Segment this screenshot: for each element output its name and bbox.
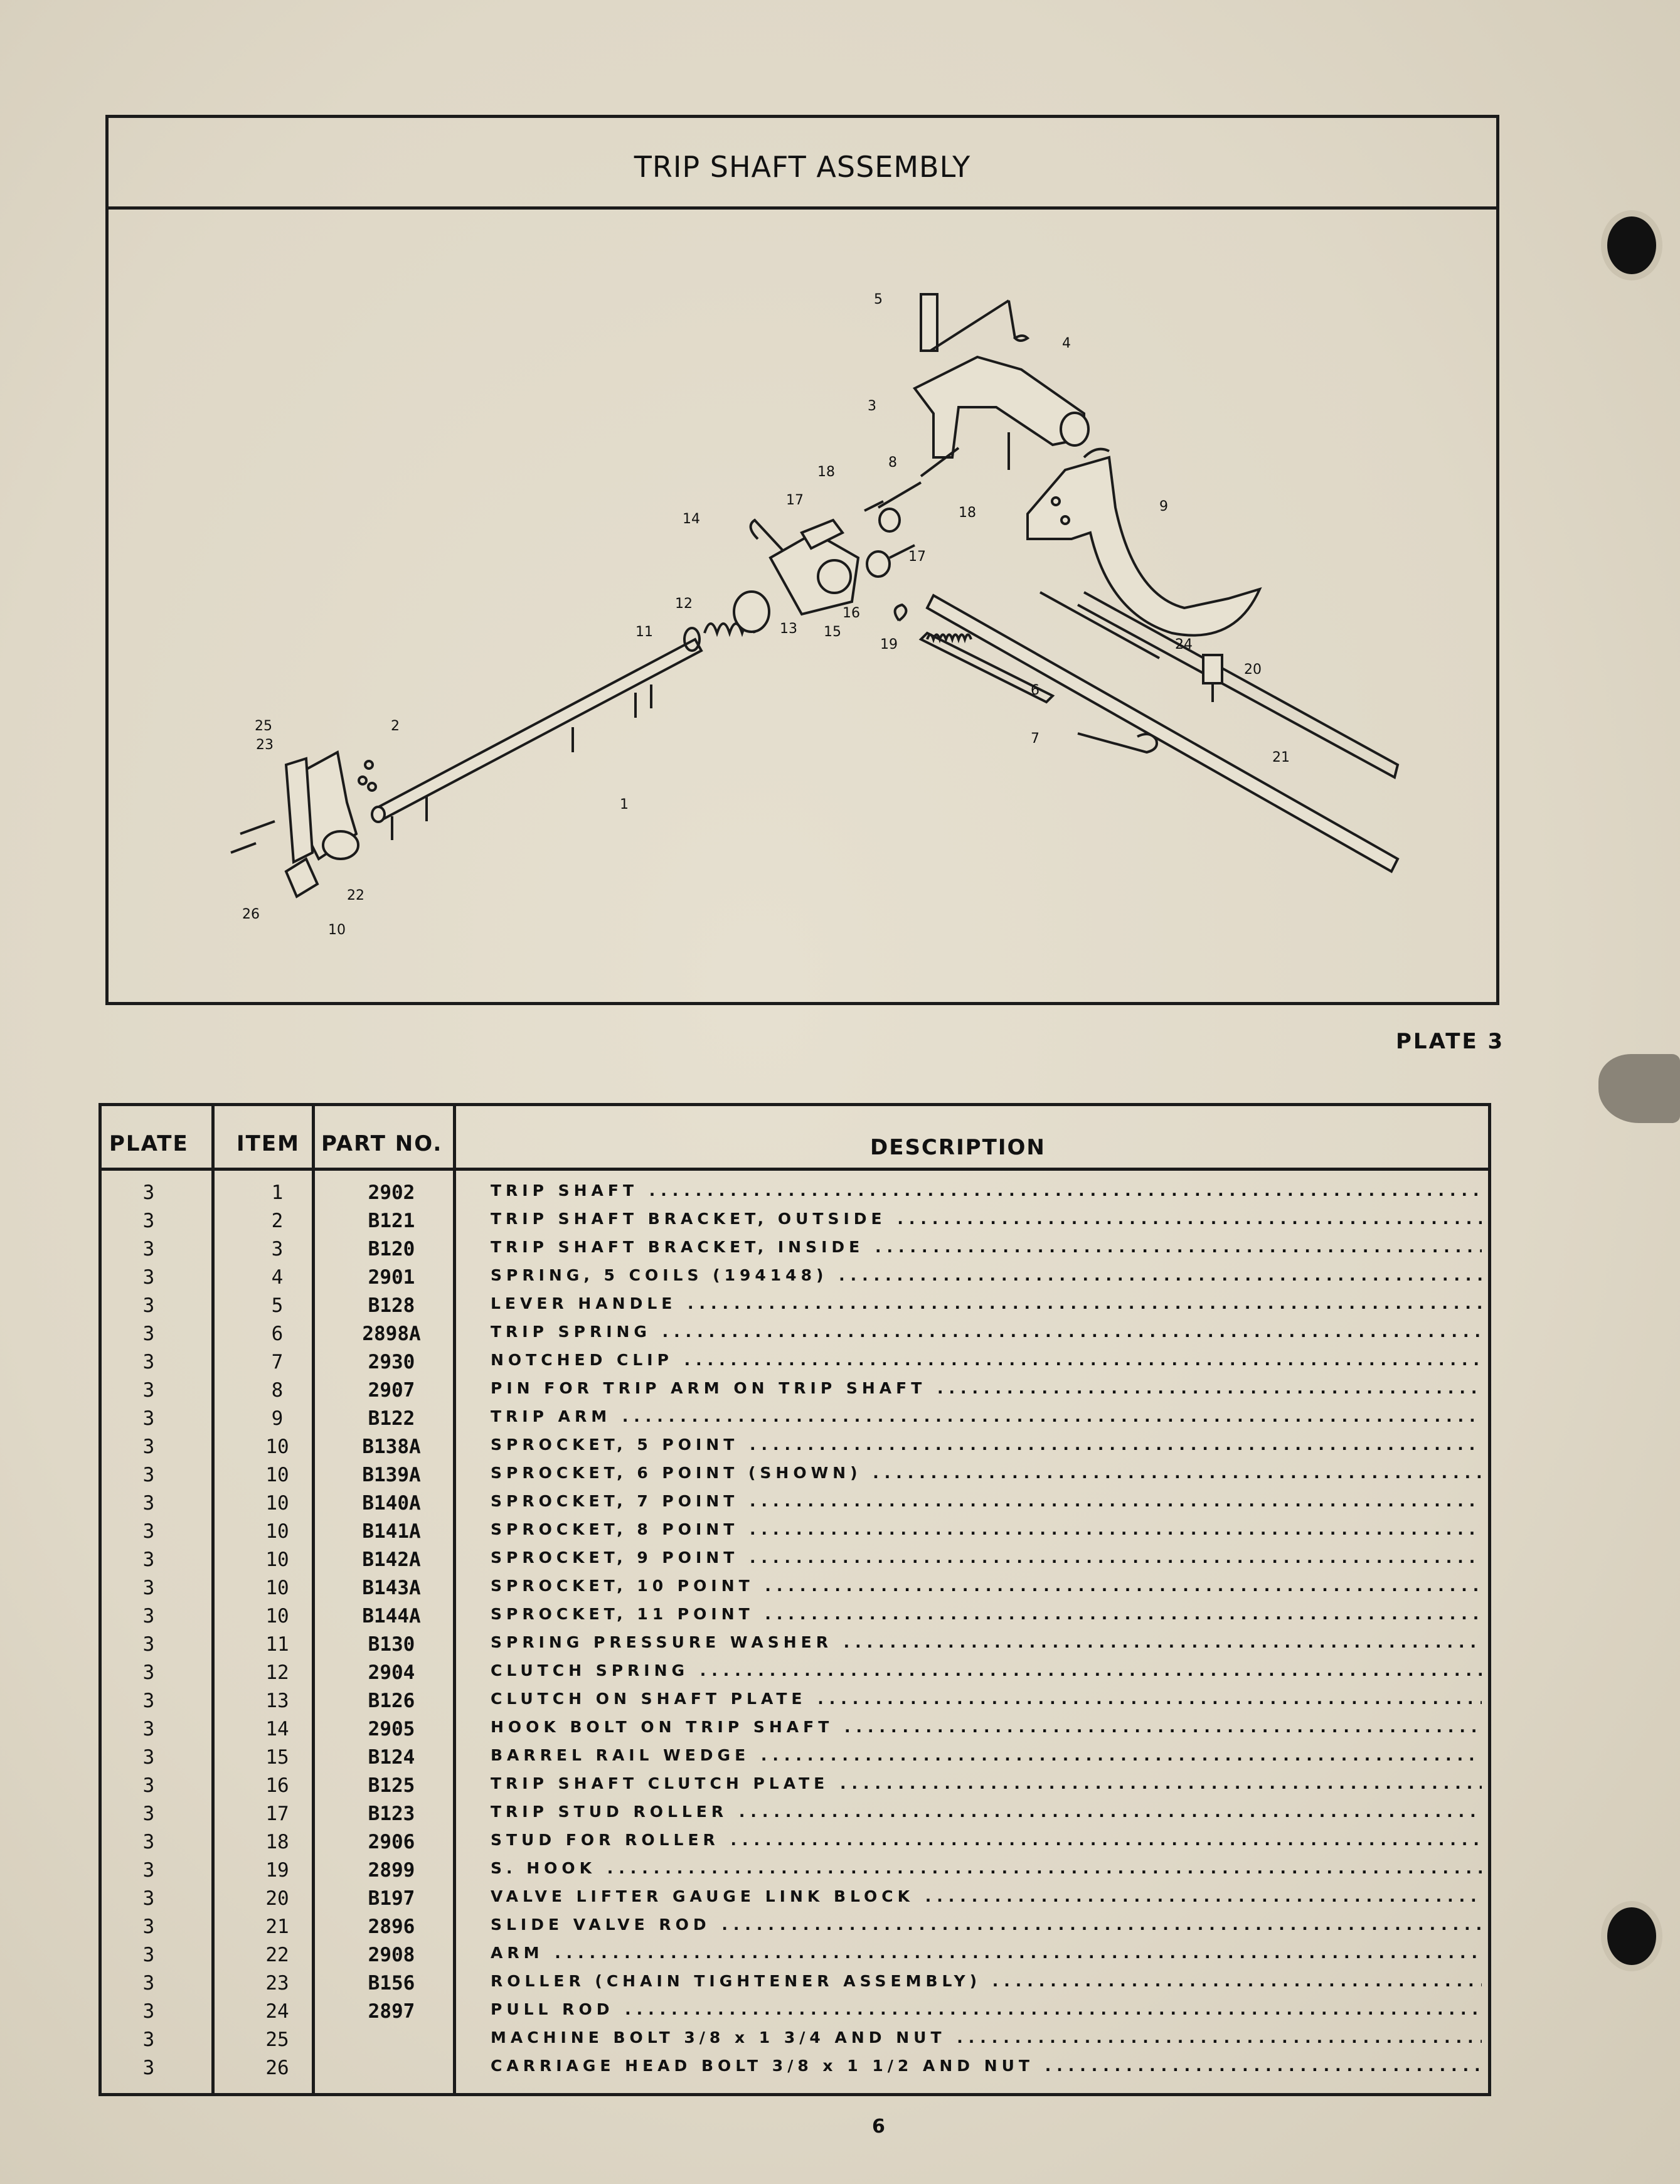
table-row: 3 24 2897 PULL ROD ..... — [102, 1998, 1488, 2026]
table-row: 3 11 B130 SPRING PRESSURE WASHER ..... — [102, 1631, 1488, 1659]
header-item: ITEM — [237, 1131, 300, 1156]
callout-6: 6 — [1031, 683, 1039, 698]
callout-17b: 17 — [908, 549, 926, 565]
table-row: 3 5 B128 LEVER HANDLE ..... — [102, 1292, 1488, 1320]
torn-punch-hole — [1598, 1054, 1680, 1123]
table-row: 3 15 B124 BARREL RAIL WEDGE ..... — [102, 1744, 1488, 1772]
header-part-no: PART NO. — [321, 1131, 443, 1156]
header-plate: PLATE — [109, 1131, 189, 1156]
callout-12: 12 — [675, 596, 693, 612]
table-row: 3 8 2907 PIN FOR TRIP ARM ON TRIP SHAFT ..... — [102, 1377, 1488, 1405]
callout-15: 15 — [824, 624, 841, 640]
table-row: 3 3 B120 TRIP SHAFT BRACKET, INSIDE ..... — [102, 1235, 1488, 1264]
table-row: 3 14 2905 HOOK BOLT ON TRIP SHAFT ..... — [102, 1715, 1488, 1744]
callout-11: 11 — [635, 624, 653, 640]
inside-bracket-part — [915, 357, 1084, 457]
diagram-title-row — [109, 118, 1496, 210]
trip-arm-part — [1028, 457, 1260, 636]
callout-16: 16 — [843, 605, 860, 621]
punch-hole-bottom — [1607, 1907, 1656, 1965]
lever-handle-part — [921, 294, 937, 351]
table-row: 3 22 2908 ARM ..... — [102, 1941, 1488, 1969]
callout-21: 21 — [1272, 750, 1290, 765]
table-row: 3 12 2904 CLUTCH SPRING ..... — [102, 1659, 1488, 1687]
table-row: 3 10 B138A SPROCKET, 5 POINT ..... — [102, 1433, 1488, 1461]
table-row: 3 16 B125 TRIP SHAFT CLUTCH PLATE ..... — [102, 1772, 1488, 1800]
table-row: 3 6 2898A TRIP SPRING ..... — [102, 1320, 1488, 1348]
table-row: 3 25 MACHINE BOLT 3/8 x 1 3/4 AND NUT ..... — [102, 2026, 1488, 2054]
callout-23: 23 — [256, 737, 274, 753]
callout-2: 2 — [391, 718, 400, 734]
table-row: 3 10 B141A SPROCKET, 8 POINT ..... — [102, 1518, 1488, 1546]
callout-1: 1 — [620, 797, 629, 812]
callout-3: 3 — [868, 398, 876, 414]
table-row: 3 26 CARRIAGE HEAD BOLT 3/8 x 1 1/2 AND NUT ..... — [102, 2054, 1488, 2082]
callout-19: 19 — [880, 637, 898, 653]
table-row: 3 10 B140A SPROCKET, 7 POINT ..... — [102, 1489, 1488, 1518]
table-row: 3 9 B122 TRIP ARM ..... — [102, 1405, 1488, 1433]
callout-9: 9 — [1159, 499, 1168, 514]
table-row: 3 1 2902 TRIP SHAFT ..... — [102, 1179, 1488, 1207]
callout-26: 26 — [242, 907, 260, 922]
table-row: 3 10 B143A SPROCKET, 10 POINT ..... — [102, 1574, 1488, 1602]
callout-22: 22 — [347, 888, 364, 903]
callout-20: 20 — [1244, 662, 1262, 678]
table-row: 3 10 B144A SPROCKET, 11 POINT ..... — [102, 1602, 1488, 1631]
parts-table — [98, 1103, 1491, 2096]
callout-5: 5 — [874, 292, 883, 307]
callout-7: 7 — [1031, 731, 1039, 747]
page-number: 6 — [872, 2116, 885, 2138]
table-row: 3 17 B123 TRIP STUD ROLLER ..... — [102, 1800, 1488, 1828]
table-row: 3 10 B142A SPROCKET, 9 POINT ..... — [102, 1546, 1488, 1574]
callout-10: 10 — [328, 922, 346, 938]
table-row: 3 18 2906 STUD FOR ROLLER ..... — [102, 1828, 1488, 1856]
table-row: 3 23 B156 ROLLER (CHAIN TIGHTENER ASSEMBLY) ..... — [102, 1969, 1488, 1998]
table-row: 3 19 2899 S. HOOK ..... — [102, 1856, 1488, 1885]
plate-label: PLATE 3 — [1396, 1029, 1505, 1054]
callout-13: 13 — [780, 621, 797, 637]
table-row: 3 2 B121 TRIP SHAFT BRACKET, OUTSIDE ..... — [102, 1207, 1488, 1235]
callout-8: 8 — [888, 455, 897, 471]
table-row: 3 13 B126 CLUTCH ON SHAFT PLATE ..... — [102, 1687, 1488, 1715]
diagram-frame — [105, 115, 1499, 1005]
table-row: 3 21 2896 SLIDE VALVE ROD ..... — [102, 1913, 1488, 1941]
diagram-title: TRIP SHAFT ASSEMBLY — [634, 149, 971, 184]
table-row: 3 20 B197 VALVE LIFTER GAUGE LINK BLOCK ..... — [102, 1885, 1488, 1913]
punch-hole-top — [1607, 216, 1656, 274]
callout-18b: 18 — [959, 505, 976, 521]
callout-4: 4 — [1062, 336, 1071, 351]
callout-14: 14 — [683, 511, 700, 527]
header-description: DESCRIPTION — [870, 1135, 1046, 1160]
table-row: 3 7 2930 NOTCHED CLIP ..... — [102, 1348, 1488, 1377]
callout-24: 24 — [1175, 637, 1193, 653]
exploded-view-drawing — [105, 206, 1499, 1008]
trip-shaft-part — [375, 639, 701, 820]
callout-17a: 17 — [786, 493, 804, 508]
callout-18a: 18 — [817, 464, 835, 480]
table-row: 3 4 2901 SPRING, 5 COILS (194148) ..... — [102, 1264, 1488, 1292]
callout-25: 25 — [255, 718, 272, 734]
table-row: 3 10 B139A SPROCKET, 6 POINT (SHOWN) ..... — [102, 1461, 1488, 1489]
table-body — [102, 1179, 1488, 2082]
